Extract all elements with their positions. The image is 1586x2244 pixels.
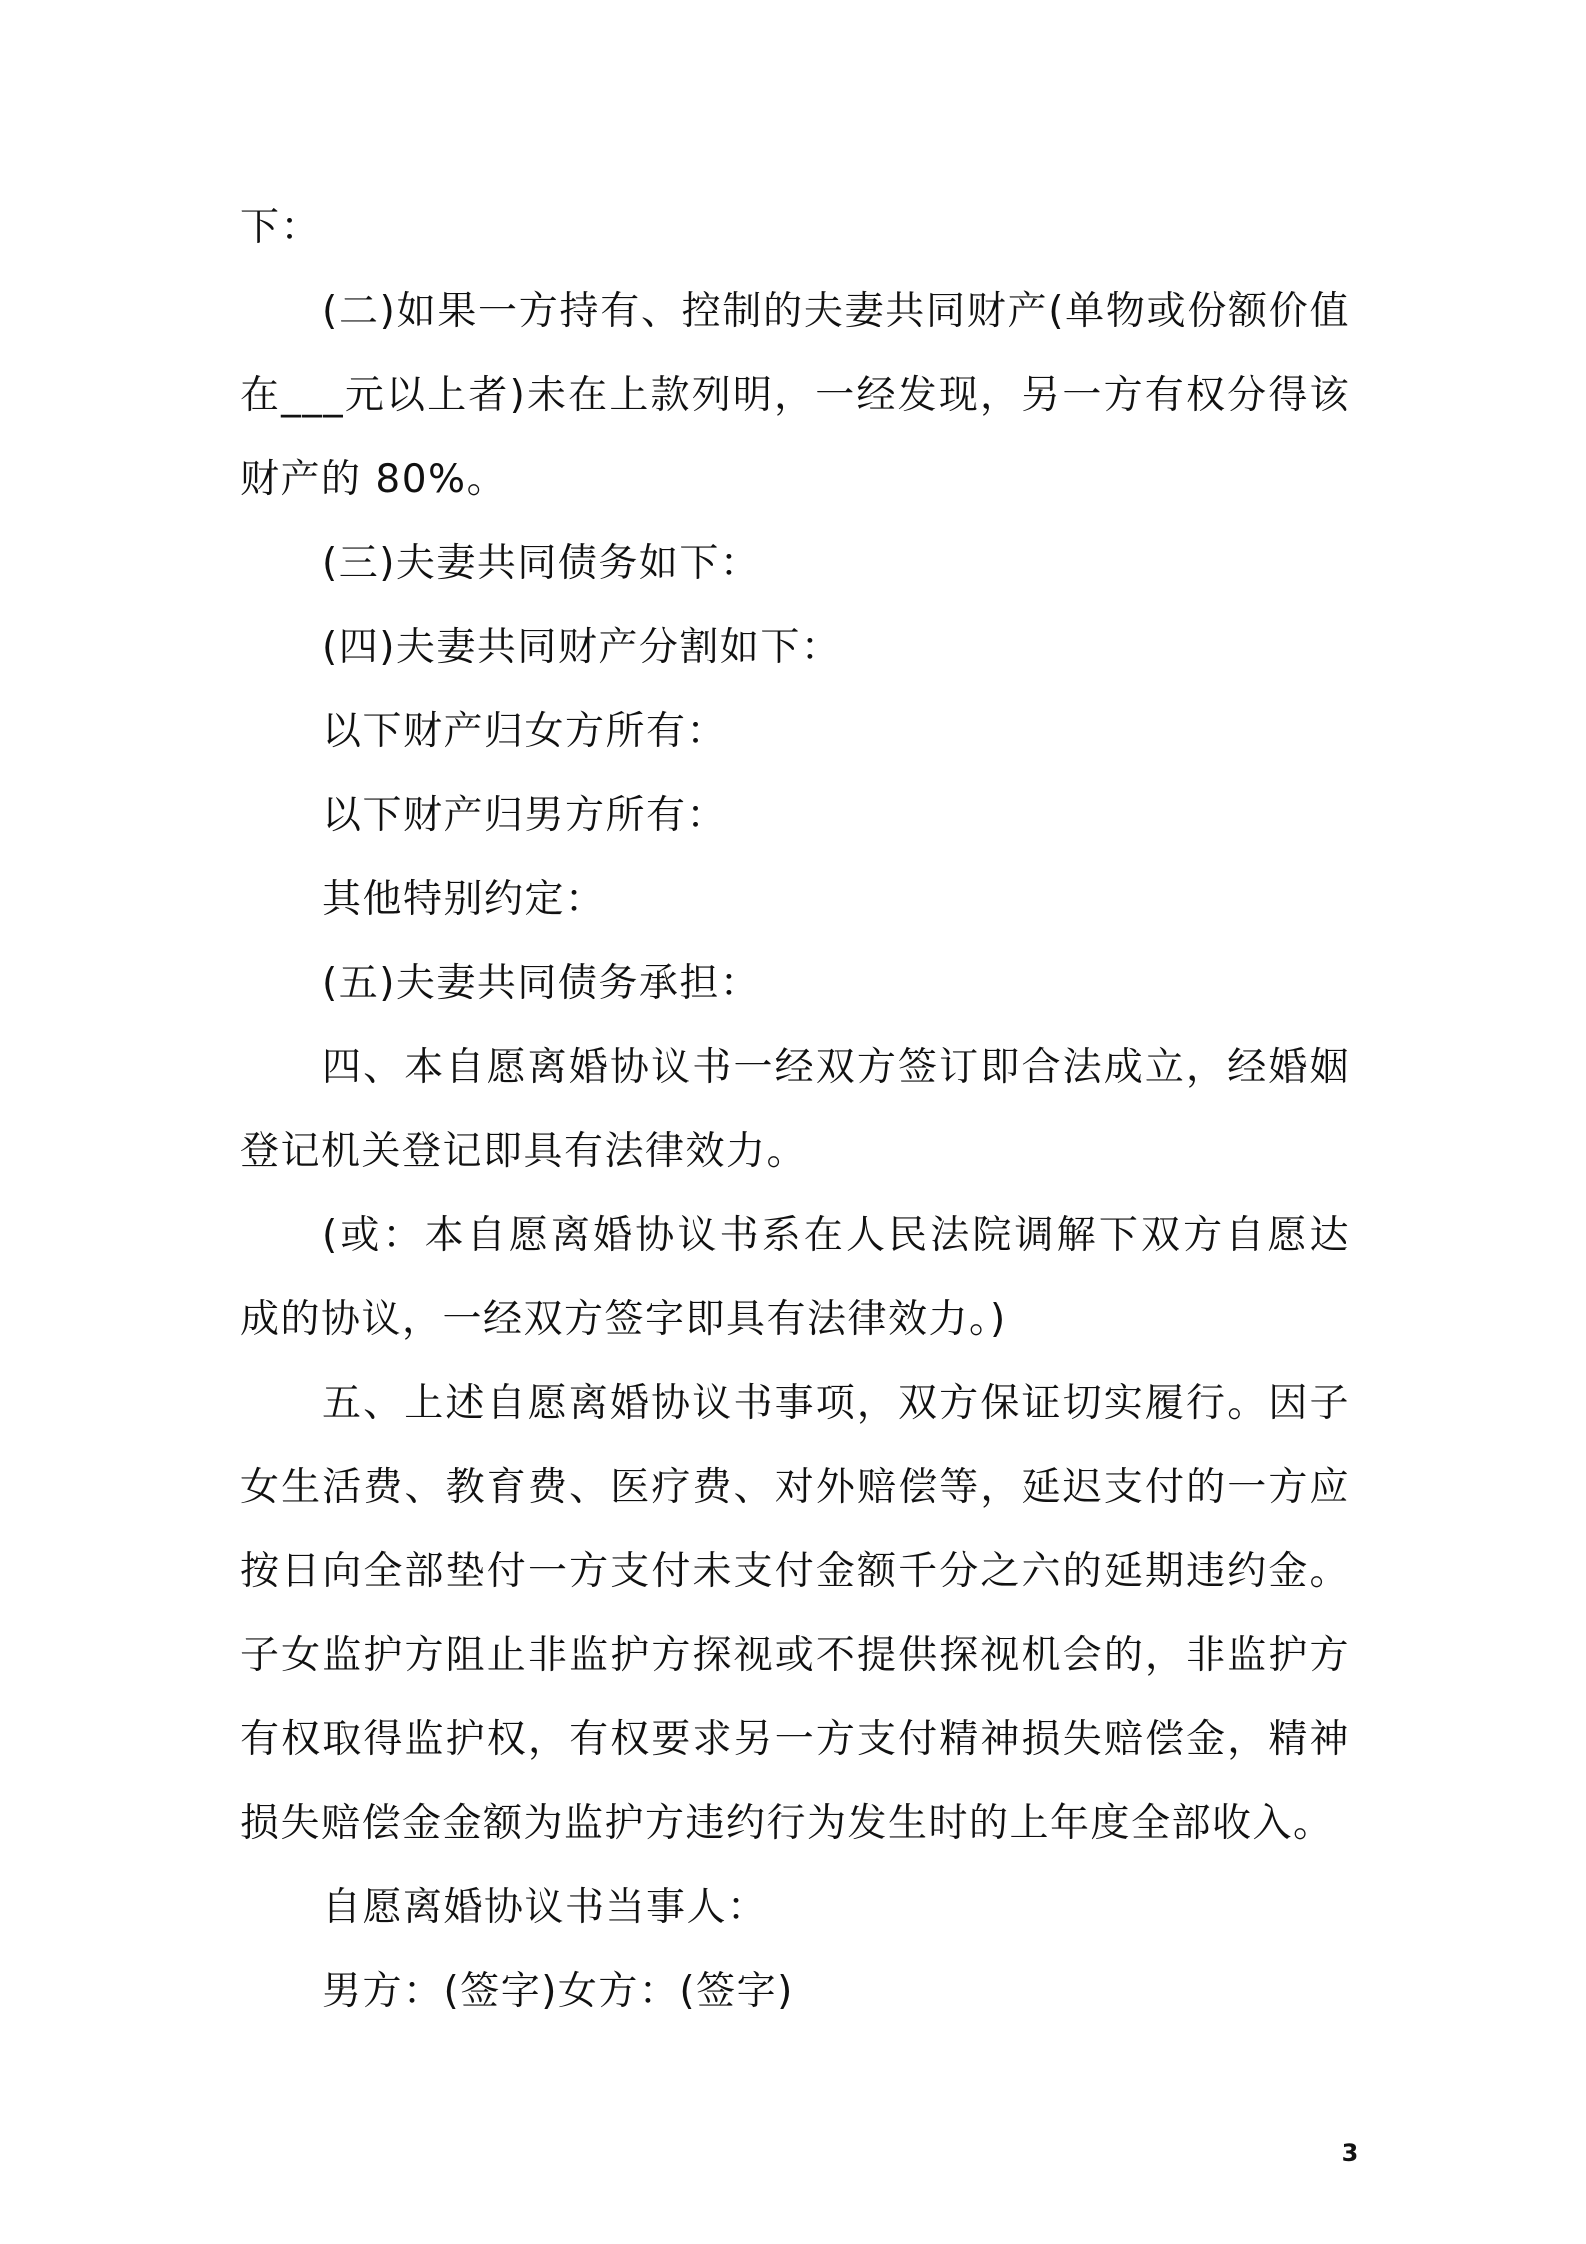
paragraph-article-5: 五、上述自愿离婚协议书事项，双方保证切实履行。因子女生活费、教育费、医疗费、对外赔偿等，延迟支付的一方应按日向全部垫付一方支付未支付金额千分之六的延期违约金。子女监护方阻止非监护方探视或不提供探视机会的，非监护方有权取得监护权，有权要求另一方支付精神损失赔偿金，精神损失赔偿金金额为监护方违约行为发生时的上年度全部收入。 [240,1381,1350,1846]
paragraph-continuation: 下： [240,205,322,250]
paragraph-clause-3: (三)夫妻共同债务如下： [322,541,761,586]
paragraph-clause-2: (二)如果一方持有、控制的夫妻共同财产(单物或份额价值在___元以上者)未在上款列明，一经发现，另一方有权分得该财产的 80%。 [240,289,1350,502]
paragraph-parties: 自愿离婚协议书当事人： [322,1885,768,1930]
paragraph-male-property: 以下财产归男方所有： [322,793,728,838]
paragraph-clause-4: (四)夫妻共同财产分割如下： [322,625,842,670]
page-number: 3 [1341,2139,1359,2167]
paragraph-article-4: 四、本自愿离婚协议书一经双方签订即合法成立，经婚姻登记机关登记即具有法律效力。 [240,1045,1350,1174]
paragraph-signatures: 男方：(签字)女方：(签字) [322,1969,794,2014]
paragraph-clause-5: (五)夫妻共同债务承担： [322,961,761,1006]
paragraph-special-terms: 其他特别约定： [322,877,606,922]
paragraph-article-4-alt: (或：本自愿离婚协议书系在人民法院调解下双方自愿达成的协议，一经双方签字即具有法律效力。) [240,1213,1350,1342]
paragraph-female-property: 以下财产归女方所有： [322,709,728,754]
